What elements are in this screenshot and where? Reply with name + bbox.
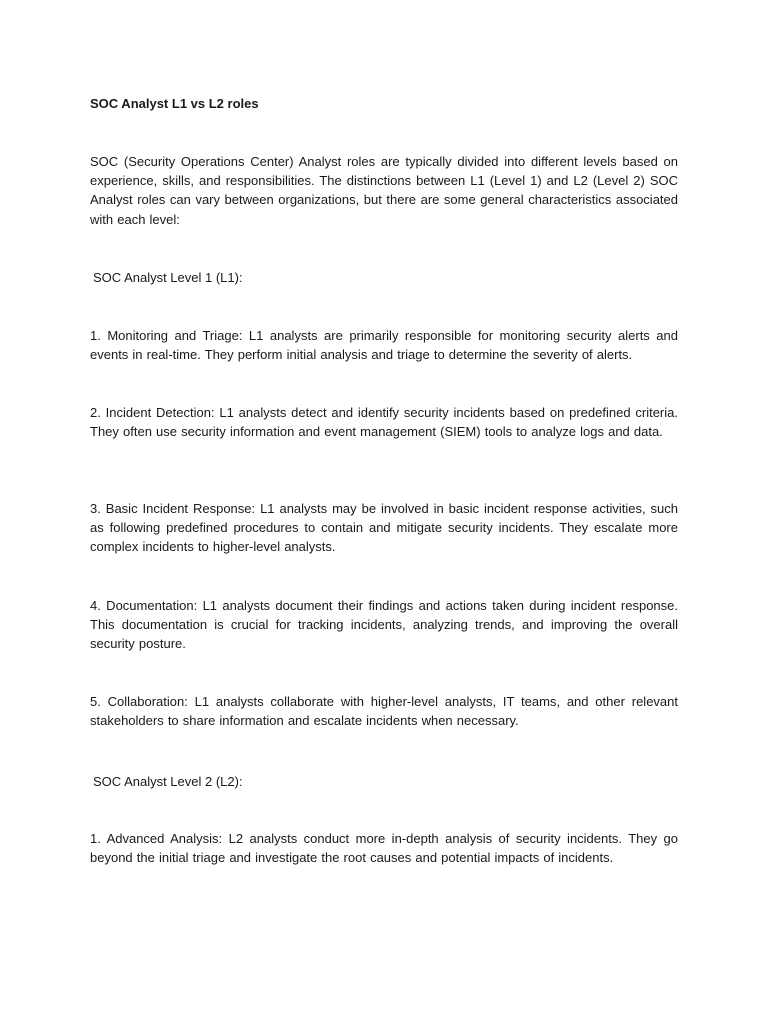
document-page [90, 0, 678, 1024]
level1-item-4: 4. Documentation: L1 analysts document their findings and actions taken during incident response. This documentation is crucial for tracking incidents, analyzing trends, and improving the overall security posture. [90, 598, 678, 652]
level1-item-5: 5. Collaboration: L1 analysts collaborate with higher-level analysts, IT teams, and other relevant stakeholders to share information and escalate incidents when necessary. [90, 694, 678, 729]
intro-paragraph: SOC (Security Operations Center) Analyst roles are typically divided into different levels based on experience, skills, and responsibilities. The distinctions between L1 (Level 1) and L2 (Level 2) SOC Analyst roles can vary between organizations, but there are some general characteristics associated with each level: [90, 154, 678, 227]
level2-heading: SOC Analyst Level 2 (L2): [93, 774, 243, 789]
document-title: SOC Analyst L1 vs L2 roles [90, 96, 259, 111]
level1-item-2: 2. Incident Detection: L1 analysts detect and identify security incidents based on predefined criteria. They often use security information and event management (SIEM) tools to analyze logs and data. [90, 405, 678, 440]
level1-item-3: 3. Basic Incident Response: L1 analysts may be involved in basic incident response activities, such as following predefined procedures to contain and mitigate security incidents. They escalate more complex incidents to higher-level analysts. [90, 501, 678, 555]
level1-item-1: 1. Monitoring and Triage: L1 analysts are primarily responsible for monitoring security alerts and events in real-time. They perform initial analysis and triage to determine the severity of alerts. [90, 328, 678, 363]
level2-item-1: 1. Advanced Analysis: L2 analysts conduct more in-depth analysis of security incidents. They go beyond the initial triage and investigate the root causes and potential impacts of incidents. [90, 831, 678, 866]
level1-heading: SOC Analyst Level 1 (L1): [93, 270, 243, 285]
